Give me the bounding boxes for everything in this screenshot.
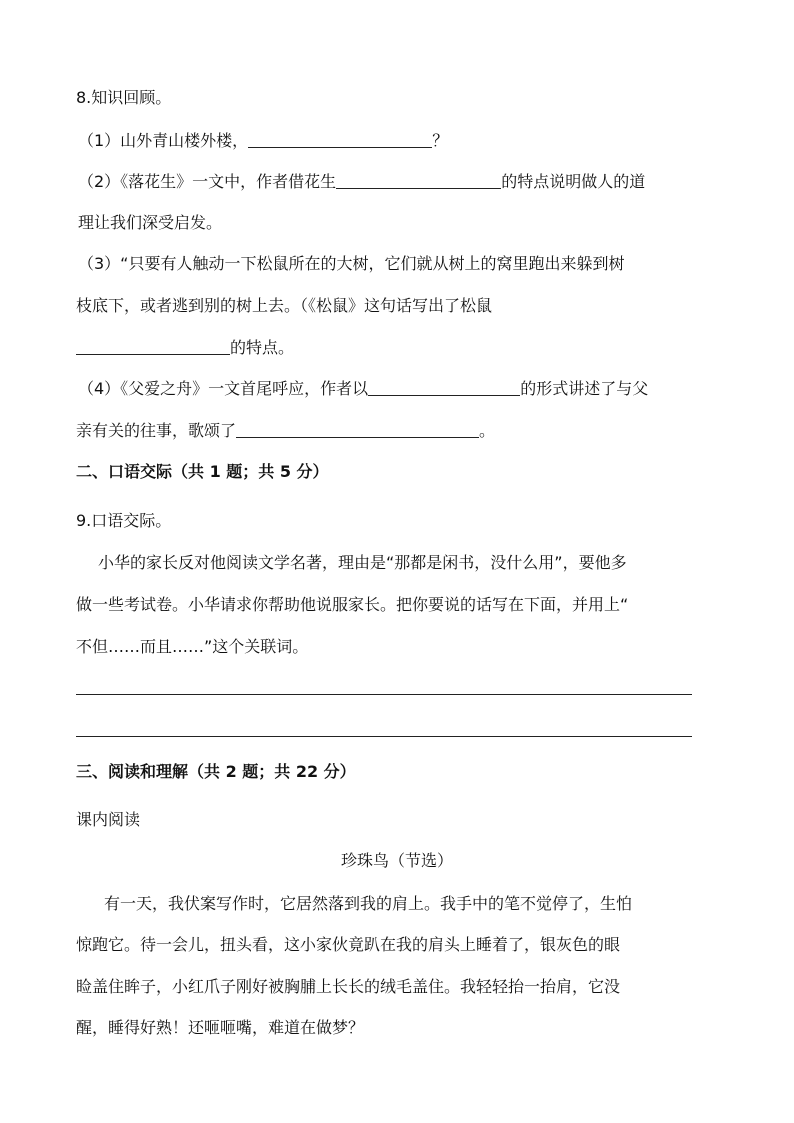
answer-line-1[interactable] bbox=[76, 694, 692, 695]
section-3-subheading: 课内阅读 bbox=[76, 810, 141, 829]
passage-line-2: 惊跑它。待一会儿，扭头看，这小家伙竟趴在我的肩头上睡着了，银灰色的眼 bbox=[76, 935, 621, 954]
answer-blank-2[interactable] bbox=[336, 172, 501, 189]
q8-item-4-text: （4）《父爱之舟》一文首尾呼应，作者以 bbox=[78, 379, 369, 398]
q8-item-4-cont-text: 亲有关的往事，歌颂了 bbox=[76, 421, 237, 440]
q8-item-2-tail: 的特点说明做人的道 bbox=[501, 172, 646, 191]
section-3-heading: 三、阅读和理解（共 2 题；共 22 分） bbox=[76, 762, 356, 781]
q9-line-3: 不但……而且……”这个关联词。 bbox=[76, 637, 309, 656]
passage-line-4: 醒，睡得好熟！还咂咂嘴，难道在做梦？ bbox=[76, 1018, 365, 1037]
answer-blank-4[interactable] bbox=[368, 379, 520, 396]
q8-item-4-cont bbox=[76, 421, 495, 441]
q8-item-4 bbox=[78, 379, 648, 399]
q8-item-3-end bbox=[76, 338, 294, 358]
passage-line-3: 睑盖住眸子，小红爪子刚好被胸脯上长长的绒毛盖住。我轻轻抬一抬肩，它没 bbox=[76, 977, 621, 996]
q9-line-2: 做一些考试卷。小华请求你帮助他说服家长。把你要说的话写在下面，并用上“ bbox=[76, 595, 629, 614]
answer-line-2[interactable] bbox=[76, 736, 692, 737]
q8-item-1-end: ？ bbox=[432, 131, 449, 150]
q8-item-2-cont: 理让我们深受启发。 bbox=[78, 213, 223, 232]
passage-title: 珍珠鸟（节选） bbox=[340, 851, 453, 870]
q8-item-3: （3）“只要有人触动一下松鼠所在的大树，它们就从树上的窝里跑出来躲到树 bbox=[78, 254, 625, 273]
q8-item-3-cont: 枝底下，或者逃到别的树上去。（《松鼠》这句话写出了松鼠 bbox=[76, 296, 493, 315]
q8-item-1-text: （1）山外青山楼外楼， bbox=[78, 131, 249, 150]
answer-blank-3[interactable] bbox=[76, 338, 230, 355]
q8-item-2-text: （2）《落花生》一文中，作者借花生 bbox=[78, 172, 337, 191]
q9-line-1: 小华的家长反对他阅读文学名著，理由是“那都是闲书，没什么用”，要他多 bbox=[98, 553, 627, 572]
q8-item-2 bbox=[78, 172, 645, 192]
q8-item-4-end: 。 bbox=[479, 421, 496, 440]
answer-blank-5[interactable] bbox=[236, 421, 479, 438]
q8-item-1 bbox=[78, 131, 448, 151]
q8-title: 8.知识回顾。 bbox=[76, 88, 172, 107]
q8-item-3-end-text: 的特点。 bbox=[230, 338, 295, 357]
q8-item-4-tail: 的形式讲述了与父 bbox=[520, 379, 649, 398]
q9-title: 9.口语交际。 bbox=[76, 511, 172, 530]
section-2-heading: 二、口语交际（共 1 题；共 5 分） bbox=[76, 462, 329, 481]
passage-line-1: 有一天，我伏案写作时，它居然落到我的肩上。我手中的笔不觉停了，生怕 bbox=[104, 894, 633, 913]
answer-blank-1[interactable] bbox=[248, 131, 432, 148]
